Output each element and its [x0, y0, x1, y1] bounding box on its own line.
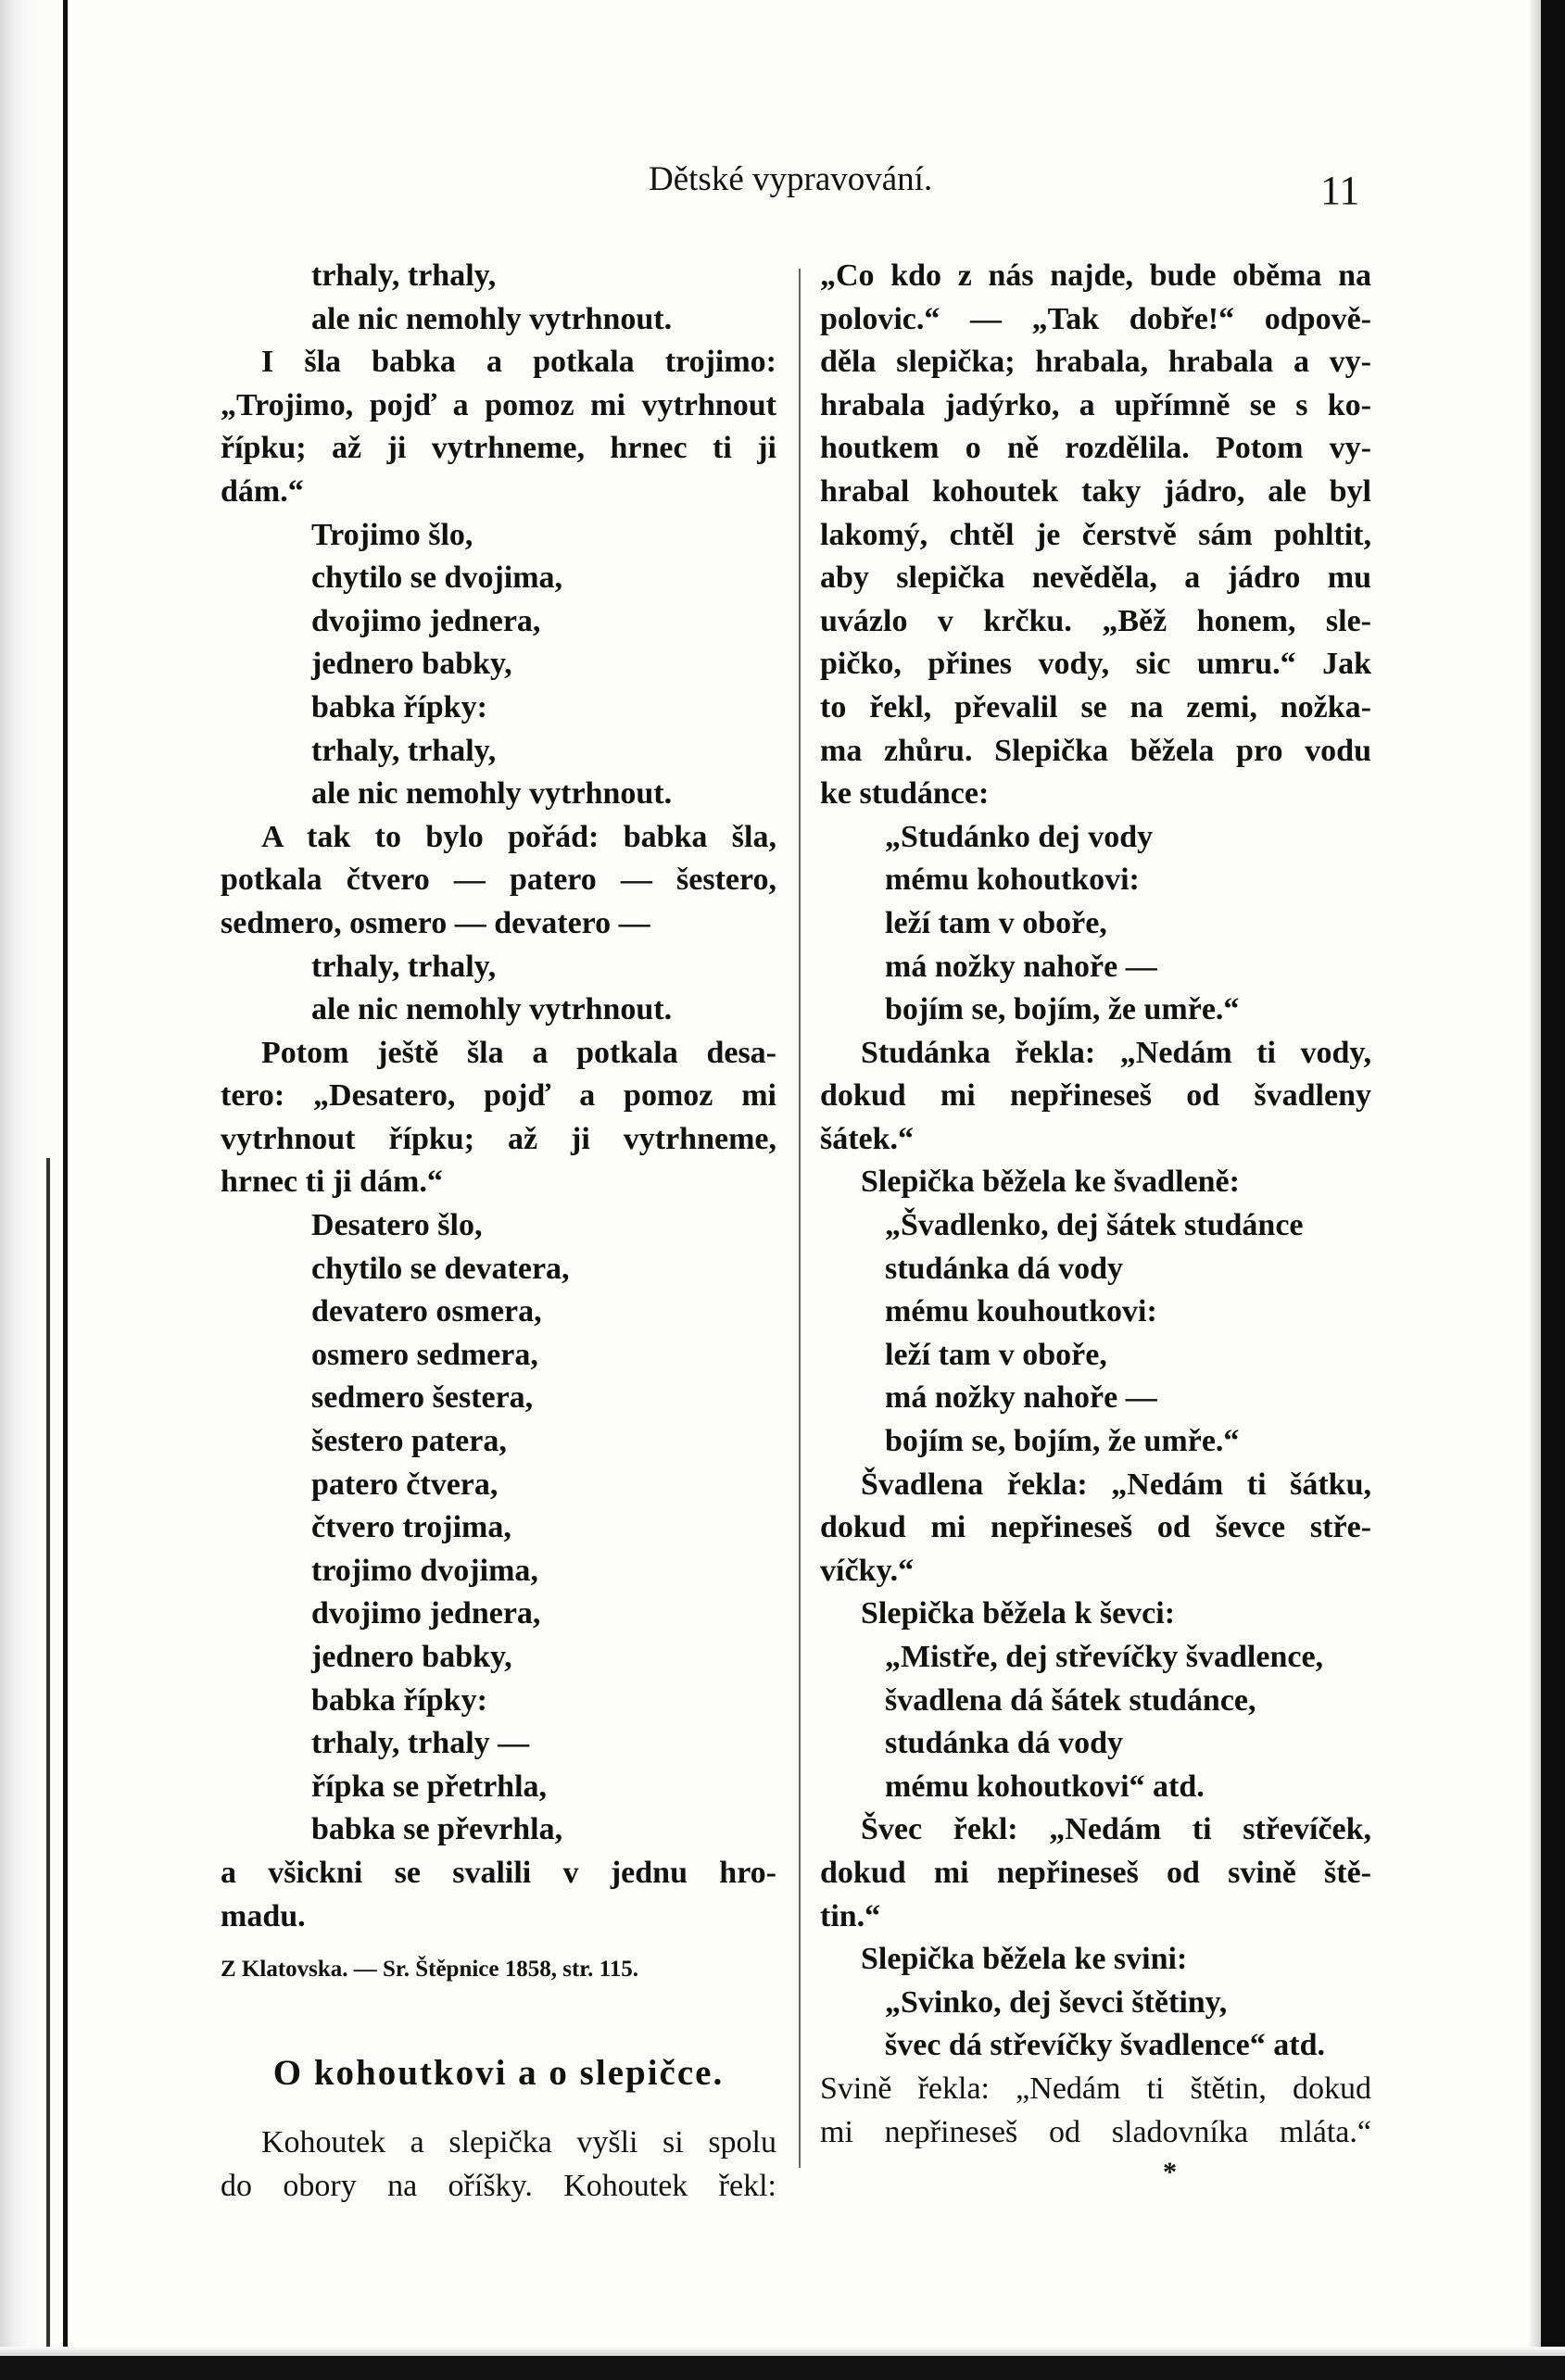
binding-shadow-line: [63, 0, 68, 2380]
text-line: Švadlena řekla: „Nedám ti šátku,: [861, 1467, 1371, 1502]
scan-edge-bottom: [0, 2356, 1565, 2380]
verse-line: jednero babky,: [311, 1640, 512, 1674]
verse-line: švec dá střevíčky švadlence“ atd.: [885, 2028, 1326, 2063]
text-line: do obory na oříšky. Kohoutek řekl:: [221, 2168, 776, 2203]
text-line: Slepička běžela ke svini:: [861, 1942, 1188, 1977]
text-line: aby slepička nevěděla, a jádro mu: [820, 560, 1371, 596]
verse-line: „Švadlenko, dej šátek studánce: [885, 1208, 1304, 1243]
text-line: tin.“: [820, 1898, 881, 1933]
text-line: ale nic nemohly vytrhnout.: [311, 301, 673, 336]
verse-line: dvojimo jednera,: [311, 1596, 541, 1631]
scan-edge-left: [0, 0, 65, 2380]
text-line: vytrhnout řípku; až ji vytrhneme,: [221, 1121, 776, 1156]
verse-line: má nožky nahoře —: [885, 949, 1157, 984]
verse-line: sedmero šestera,: [311, 1380, 534, 1416]
text-line: Švec řekl: „Nedám ti střevíček,: [861, 1812, 1371, 1847]
text-line: I šla babka a potkala trojimo:: [261, 345, 776, 380]
verse-line: mému kohoutkovi:: [885, 863, 1140, 898]
text-line: hrabal kohoutek taky jádro, ale byl: [820, 473, 1371, 509]
scan-edge-right-shade: [1528, 0, 1541, 2380]
text-line: „Co kdo z nás najde, bude oběma na: [820, 258, 1371, 293]
verse-line: studánka dá vody: [885, 1251, 1124, 1286]
text-line: sedmero, osmero — devatero —: [221, 905, 650, 940]
source-citation: Z Klatovska. — Sr. Štěpnice 1858, str. 115.: [221, 1957, 638, 1983]
text-line: dokud mi nepřineseš od švadleny: [820, 1078, 1371, 1114]
text-line: ma zhůru. Slepička běžela pro vodu: [820, 733, 1371, 768]
verse-line: mému kouhoutkovi:: [885, 1294, 1157, 1329]
text-line: trhaly, trhaly,: [311, 258, 497, 293]
section-title: O kohoutkovi a o slepičce.: [272, 2053, 725, 2094]
text-line: hrnec ti ji dám.“: [221, 1165, 443, 1200]
verse-line: švadlena dá šátek studánce,: [885, 1682, 1256, 1718]
verse-line: Desatero šlo,: [311, 1208, 483, 1243]
verse-line: osmero sedmera,: [311, 1337, 538, 1372]
verse-line: trojimo dvojima,: [311, 1553, 538, 1588]
verse-line: jednero babky,: [311, 647, 512, 682]
verse-line: trhaly, trhaly —: [311, 1726, 530, 1761]
text-line: Studánka řekla: „Nedám ti vody,: [861, 1035, 1371, 1070]
verse-line: řípka se přetrhla,: [311, 1769, 548, 1804]
verse-line: trhaly, trhaly,: [311, 949, 497, 984]
text-line: madu.: [221, 1898, 306, 1933]
verse-line: Trojimo šlo,: [311, 517, 473, 552]
text-line: šátek.“: [820, 1121, 915, 1156]
text-line: lakomý, chtěl je čerstvě sám pohltit,: [820, 517, 1371, 552]
text-line: Slepička běžela ke švadleně:: [861, 1165, 1240, 1200]
verse-line: chytilo se dvojima,: [311, 560, 563, 596]
text-line: hrabala jadýrko, a upřímně se s ko-: [820, 387, 1371, 422]
text-line: ke studánce:: [820, 776, 990, 812]
verse-line: babka řípky:: [311, 689, 487, 724]
verse-line: studánka dá vody: [885, 1726, 1124, 1761]
verse-line: devatero osmera,: [311, 1294, 542, 1329]
text-line: A tak to bylo pořád: babka šla,: [261, 819, 776, 854]
text-line: dám.“: [221, 473, 304, 509]
verse-line: „Svinko, dej ševci štětiny,: [885, 1984, 1228, 2020]
text-line: Potom ještě šla a potkala desa-: [261, 1035, 776, 1070]
verse-line: patero čtvera,: [311, 1467, 499, 1502]
text-line: a všickni se svalili v jednu hro-: [221, 1855, 776, 1890]
text-line: houtkem o ně rozdělila. Potom vy-: [820, 431, 1371, 466]
text-line: Svině řekla: „Nedám ti štětin, dokud: [820, 2071, 1371, 2106]
text-line: uvázlo v krčku. „Běž honem, sle-: [820, 603, 1371, 638]
scan-edge-right: [1541, 0, 1565, 2380]
verse-line: bojím se, bojím, že umře.“: [885, 992, 1240, 1027]
verse-line: čtvero trojima,: [311, 1510, 511, 1545]
text-line: víčky.“: [820, 1553, 915, 1588]
text-line: „Trojimo, pojď a pomoz mi vytrhnout: [221, 387, 776, 422]
asterisk-mark: *: [1163, 2157, 1177, 2188]
text-line: dokud mi nepřineseš od svině ště-: [820, 1855, 1371, 1890]
verse-line: mému kohoutkovi“ atd.: [885, 1769, 1205, 1804]
text-line: potkala čtvero — patero — šestero,: [221, 863, 776, 898]
text-line: to řekl, převalil se na zemi, nožka-: [820, 689, 1371, 724]
verse-line: leží tam v oboře,: [885, 1337, 1107, 1372]
verse-line: bojím se, bojím, že umře.“: [885, 1424, 1240, 1459]
verse-line: leží tam v oboře,: [885, 905, 1107, 940]
verse-line: trhaly, trhaly,: [311, 733, 497, 768]
verse-line: babka řípky:: [311, 1682, 487, 1718]
verse-line: chytilo se devatera,: [311, 1251, 570, 1286]
verse-line: ale nic nemohly vytrhnout.: [311, 992, 673, 1027]
verse-line: má nožky nahoře —: [885, 1380, 1157, 1416]
text-line: dokud mi nepřineseš od ševce stře-: [820, 1510, 1371, 1545]
column-divider: [799, 269, 801, 2168]
verse-line: ale nic nemohly vytrhnout.: [311, 776, 673, 812]
text-line: děla slepička; hrabala, hrabala a vy-: [820, 345, 1371, 380]
running-head: Dětské vypravování.: [649, 160, 933, 198]
verse-line: „Studánko dej vody: [885, 819, 1154, 854]
text-line: Kohoutek a slepička vyšli si spolu: [261, 2125, 776, 2160]
page-number: 11: [1320, 168, 1360, 213]
text-line: tero: „Desatero, pojď a pomoz mi: [221, 1078, 776, 1114]
verse-line: „Mistře, dej střevíčky švadlence,: [885, 1640, 1324, 1674]
text-line: mi nepřineseš od sladovníka mláta.“: [820, 2114, 1371, 2149]
verse-line: dvojimo jednera,: [311, 603, 541, 638]
scan-edge-bottom-shade: [0, 2347, 1565, 2356]
right-column: [820, 255, 1371, 2191]
text-line: řípku; až ji vytrhneme, hrnec ti ji: [221, 431, 776, 466]
left-column: [221, 255, 776, 2208]
text-line: pičko, přines vody, sic umru.“ Jak: [820, 647, 1371, 682]
text-line: Slepička běžela k ševci:: [861, 1596, 1176, 1631]
verse-line: babka se převrhla,: [311, 1812, 563, 1847]
verse-line: šestero patera,: [311, 1424, 507, 1459]
text-line: polovic.“ — „Tak dobře!“ odpově-: [820, 301, 1371, 336]
spacer: [221, 2101, 776, 2122]
binding-shadow-line-lower: [46, 1158, 50, 2362]
